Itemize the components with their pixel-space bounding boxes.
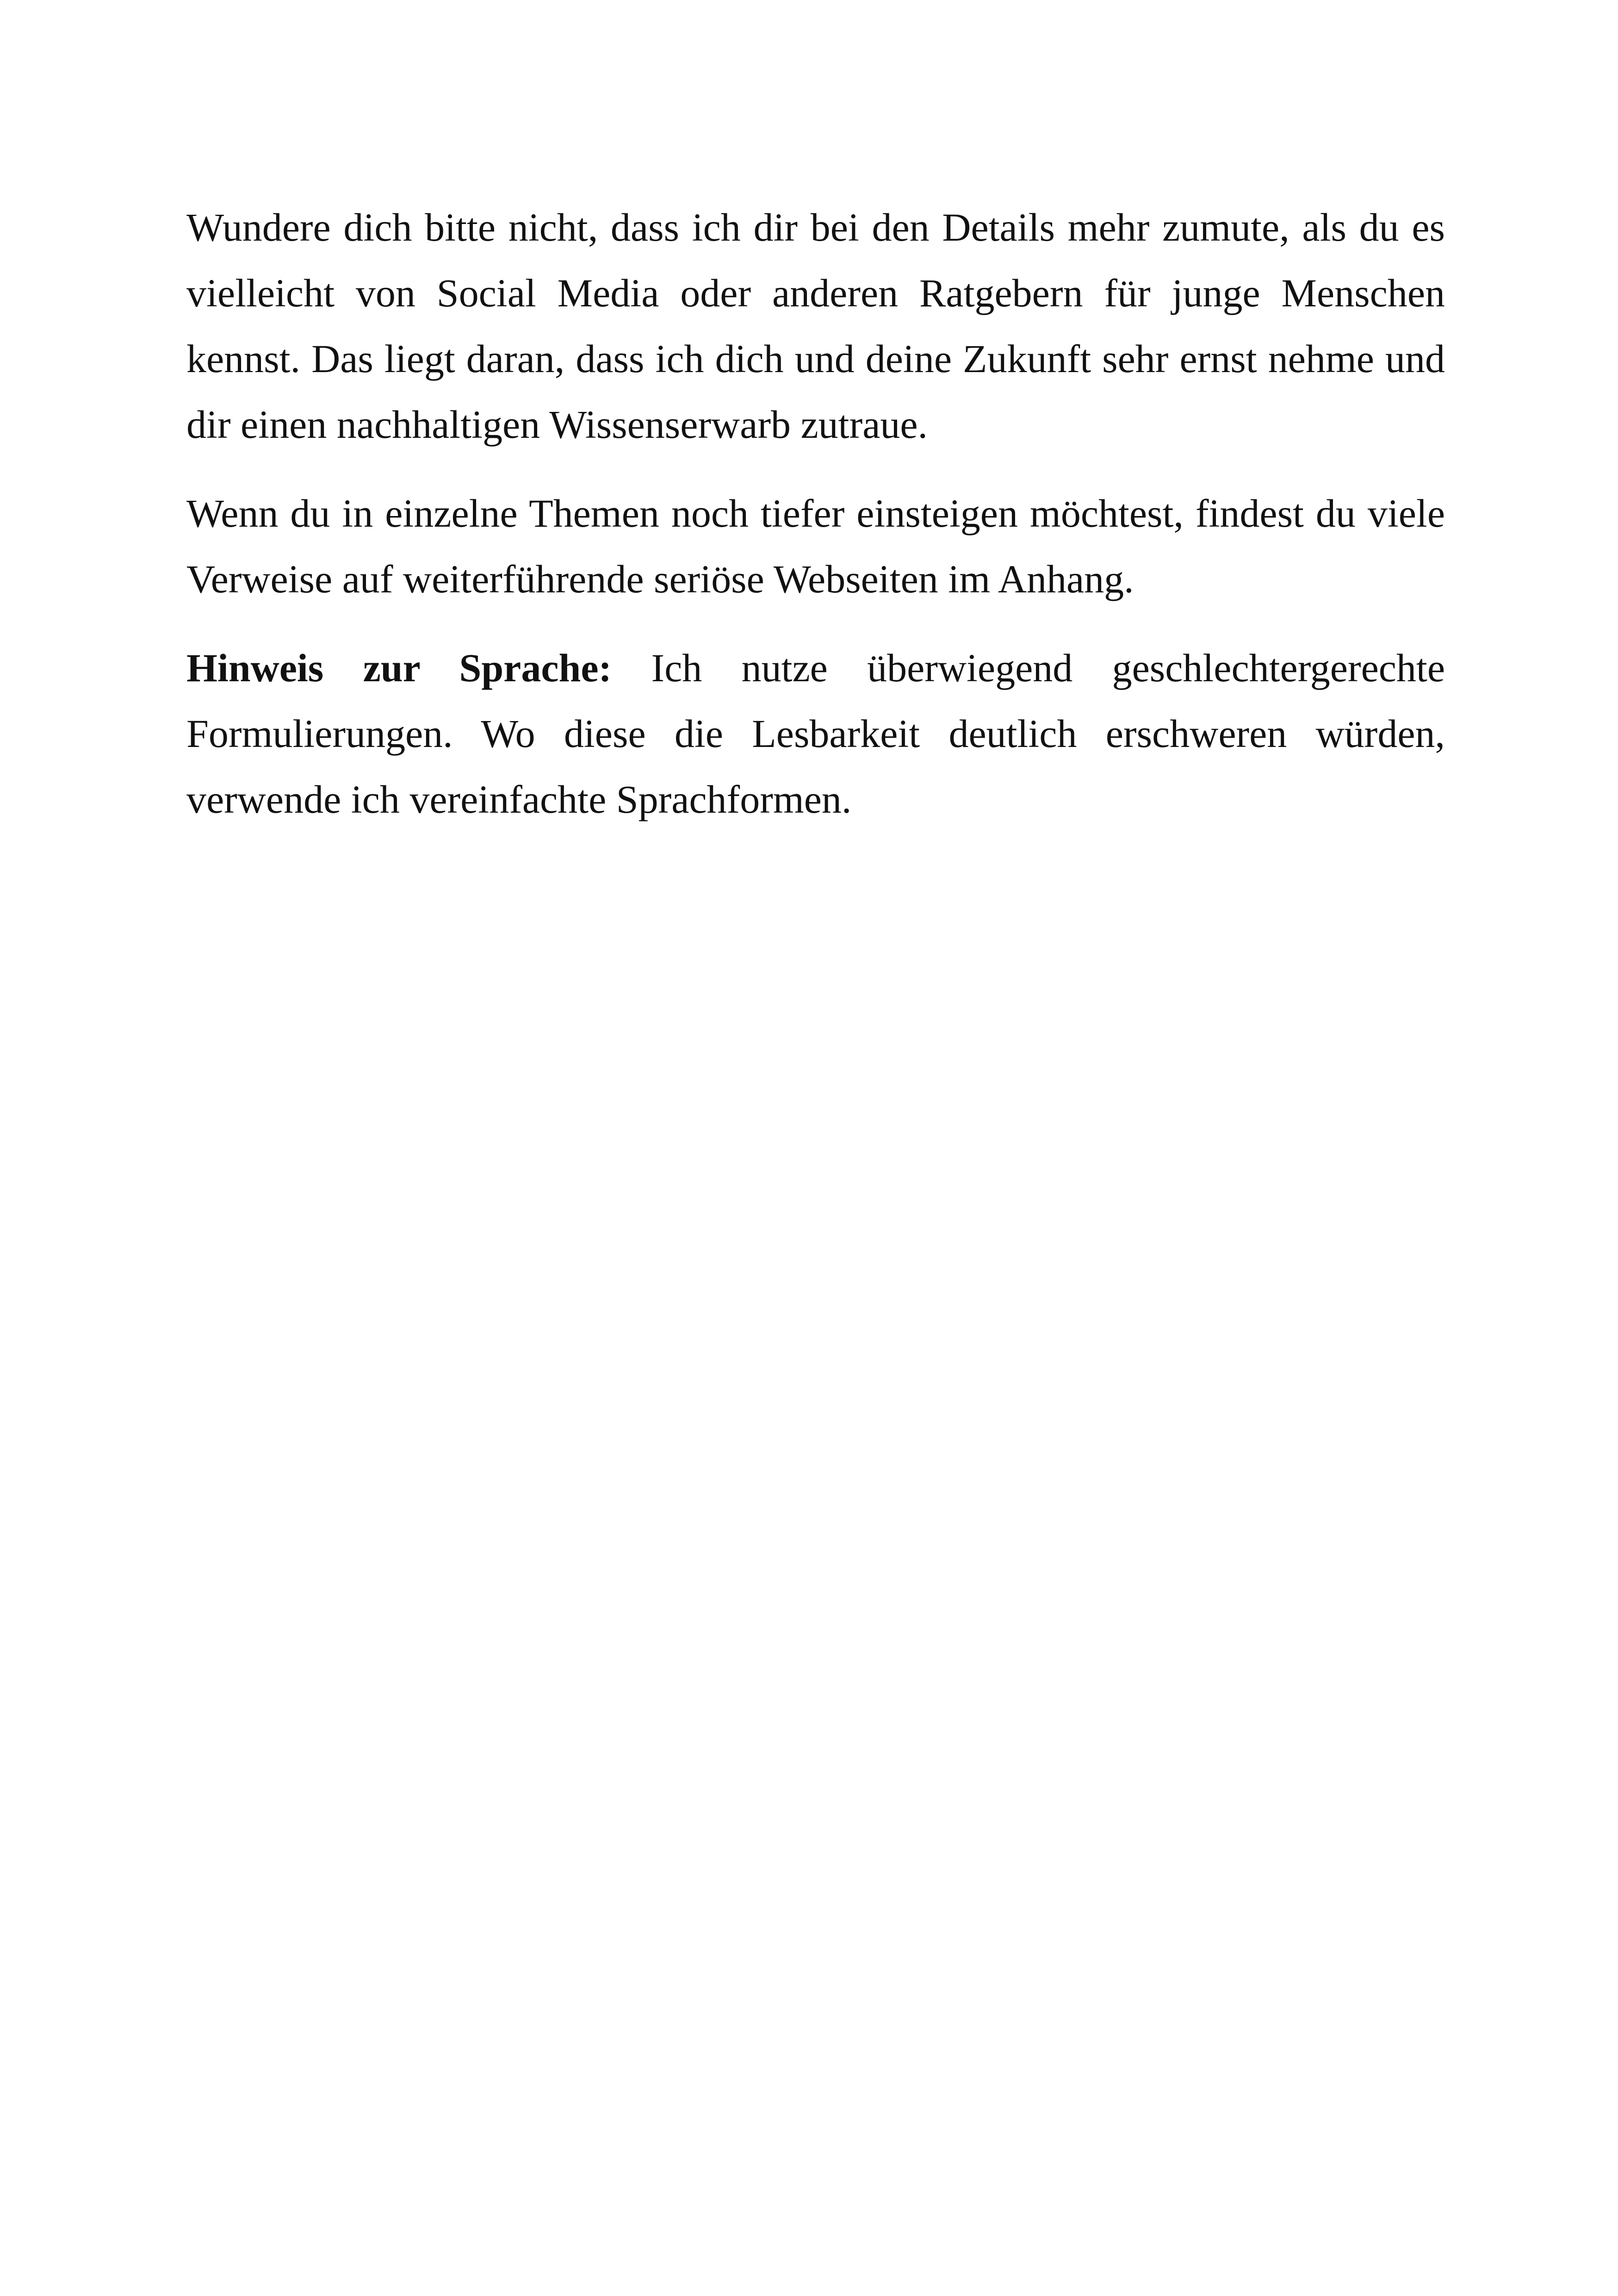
paragraph-language-note (186, 635, 1445, 832)
paragraph-details (186, 194, 1445, 457)
language-note-text: Ich nutze überwiegend geschlechtergerechte Formulierungen. Wo diese die Lesbarkeit deutlich erschweren würden, verwende ich vereinfachte Sprachformen. (186, 646, 1445, 821)
paragraph-details-text: Wundere dich bitte nicht, dass ich dir bei den Details mehr zumute, als du es vielleicht von Social Media oder anderen Ratgebern für junge Menschen kennst. Das liegt daran, dass ich dich und deine Zukunft sehr ernst nehme und dir einen nachhaltigen Wissenserwarb zutraue. (186, 205, 1445, 447)
paragraph-references (186, 480, 1445, 612)
language-note-heading: Hinweis zur Sprache: (186, 646, 612, 690)
paragraph-references-text: Wenn du in einzelne Themen noch tiefer einsteigen möchtest, findest du viele Verweise auf weiterführende seriöse Webseiten im Anhang. (186, 491, 1445, 601)
body-text (186, 194, 1445, 855)
